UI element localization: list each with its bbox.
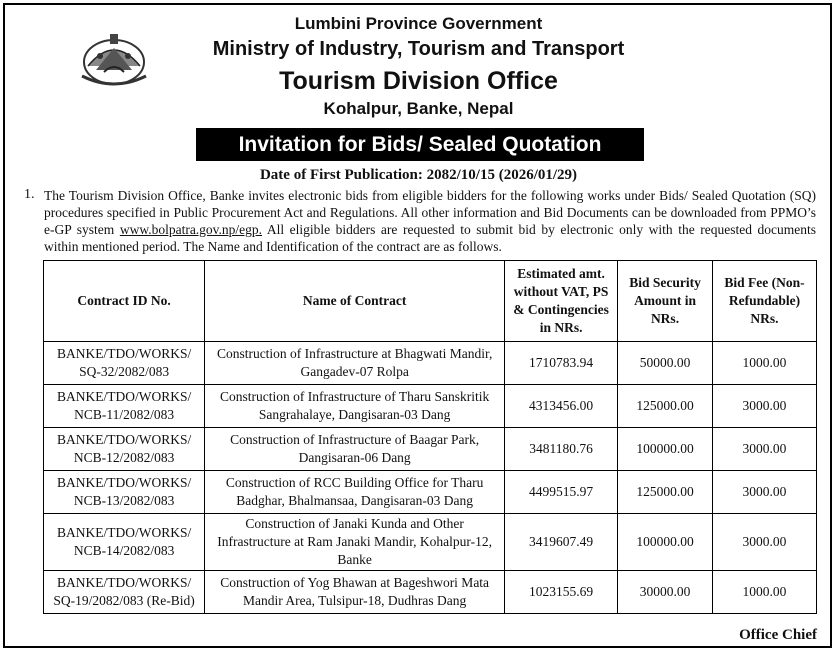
bid-security: 100000.00 — [618, 514, 713, 571]
estimated-amount: 1023155.69 — [505, 571, 618, 614]
header-contract-name: Name of Contract — [205, 261, 505, 342]
bid-fee: 3000.00 — [712, 385, 816, 428]
office-location: Kohalpur, Banke, Nepal — [323, 99, 514, 118]
bid-fee: 1000.00 — [712, 342, 816, 385]
table-row — [44, 428, 817, 471]
bid-security: 100000.00 — [618, 428, 713, 471]
bid-security: 125000.00 — [618, 471, 713, 514]
estimated-amount: 4313456.00 — [505, 385, 618, 428]
contract-id: BANKE/TDO/WORKS/ NCB-11/2082/083 — [44, 385, 205, 428]
estimated-amount: 1710783.94 — [505, 342, 618, 385]
table-header-row — [44, 261, 817, 342]
office-chief-signature: Office Chief — [739, 627, 817, 643]
contract-name: Construction of Infrastructure of Tharu Sanskritik Sangrahalaye, Dangisaran-03 Dang — [205, 385, 505, 428]
table-row — [44, 514, 817, 571]
estimated-amount: 3481180.76 — [505, 428, 618, 471]
publication-date: Date of First Publication: 2082/10/15 (2026/01/29) — [259, 167, 578, 183]
table-row — [44, 385, 817, 428]
bid-security: 30000.00 — [618, 571, 713, 614]
contract-name: Construction of Infrastructure at Bhagwati Mandir, Gangadev-07 Rolpa — [205, 342, 505, 385]
notice-text-part-2: All eligible bidders are requested to submit bid by electronic only with the requested documents within mentioned period. The Name and Identification of the contract are as follows. — [44, 222, 816, 254]
notice-paragraph — [44, 187, 816, 255]
bids-table — [43, 260, 817, 614]
estimated-amount: 4499515.97 — [505, 471, 618, 514]
bid-fee: 3000.00 — [712, 428, 816, 471]
contract-id: BANKE/TDO/WORKS/ SQ-19/2082/083 (Re-Bid) — [44, 571, 205, 614]
estimated-amount: 3419607.49 — [505, 514, 618, 571]
header-bid-security: Bid Security Amount in NRs. — [618, 261, 713, 342]
notice-title-banner: Invitation for Bids/ Sealed Quotation — [196, 128, 644, 161]
ministry-name: Ministry of Industry, Tourism and Transport — [212, 38, 625, 60]
header-estimated-amount: Estimated amt. without VAT, PS & Contingencies in NRs. — [505, 261, 618, 342]
table-row — [44, 571, 817, 614]
government-name: Lumbini Province Government — [294, 14, 543, 33]
notice-item-number: 1. — [24, 187, 35, 202]
contract-id: BANKE/TDO/WORKS/ SQ-32/2082/083 — [44, 342, 205, 385]
contract-name: Construction of Janaki Kunda and Other Infrastructure at Ram Janaki Mandir, Kohalpur-12, Banke — [205, 514, 505, 571]
contract-id: BANKE/TDO/WORKS/ NCB-12/2082/083 — [44, 428, 205, 471]
office-name: Tourism Division Office — [279, 67, 558, 95]
header-bid-fee: Bid Fee (Non-Refundable) NRs. — [712, 261, 816, 342]
bid-security: 50000.00 — [618, 342, 713, 385]
bid-fee: 3000.00 — [712, 514, 816, 571]
table-row — [44, 342, 817, 385]
egp-link[interactable]: www.bolpatra.gov.np/egp. — [119, 222, 263, 237]
table-row — [44, 471, 817, 514]
bid-security: 125000.00 — [618, 385, 713, 428]
bid-fee: 1000.00 — [712, 571, 816, 614]
contract-name: Construction of RCC Building Office for Tharu Badghar, Bhalmansaa, Dangisaran-03 Dang — [205, 471, 505, 514]
contract-id: BANKE/TDO/WORKS/ NCB-13/2082/083 — [44, 471, 205, 514]
contract-name: Construction of Yog Bhawan at Bageshwori Mata Mandir Area, Tulsipur-18, Dudhras Dang — [205, 571, 505, 614]
contract-id: BANKE/TDO/WORKS/ NCB-14/2082/083 — [44, 514, 205, 571]
contract-name: Construction of Infrastructure of Baagar Park, Dangisaran-06 Dang — [205, 428, 505, 471]
header-contract-id: Contract ID No. — [44, 261, 205, 342]
notice-text-part-1: The Tourism Division Office, Banke invites electronic bids from eligible bidders for the following works under Bids/ Sealed Quotation (SQ) procedures specified in Public Procurement Act and Regulations. All other information and Bid Documents can be downloaded from PPMO’s e-GP system — [44, 188, 816, 237]
bid-fee: 3000.00 — [712, 471, 816, 514]
